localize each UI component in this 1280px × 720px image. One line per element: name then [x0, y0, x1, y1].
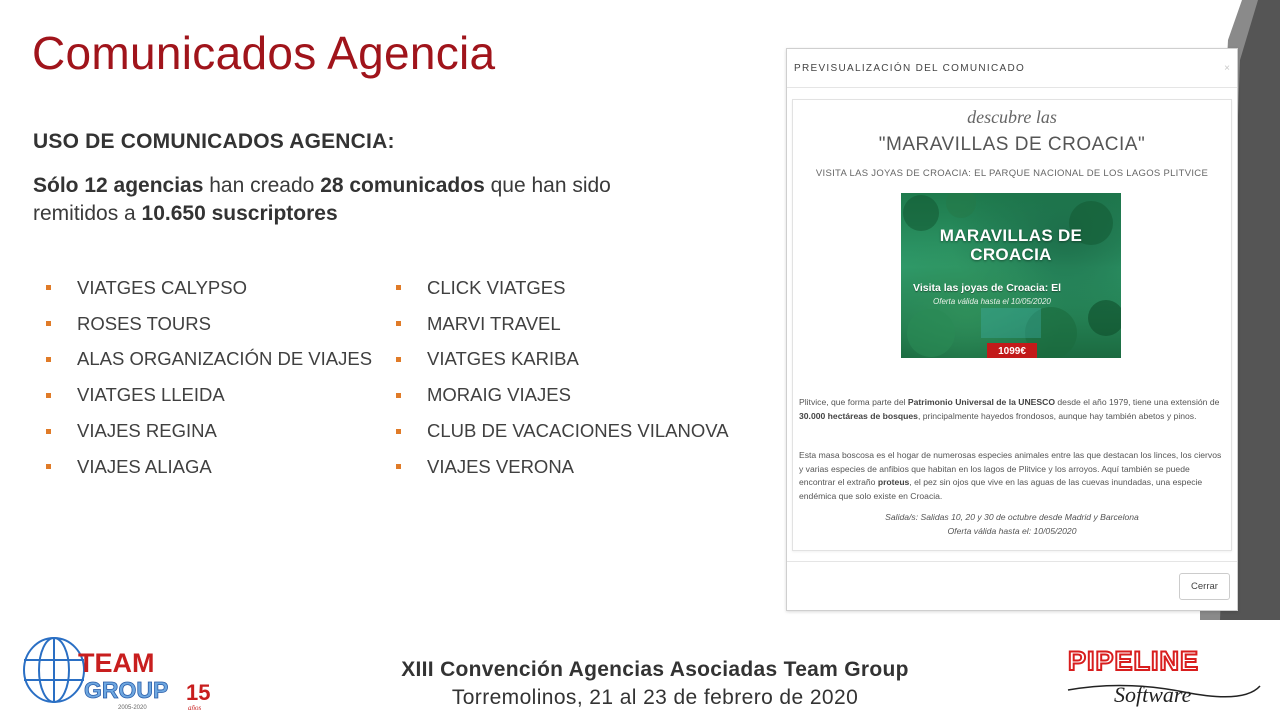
- preview-paragraph-2: [799, 449, 1225, 503]
- preview-tagline: descubre las: [967, 107, 1057, 127]
- text-run: , principalmente hayedos frondosos, aunque hay también abetos y pinos.: [917, 410, 1197, 421]
- section-subtitle: USO DE COMUNICADOS AGENCIA:: [33, 130, 395, 153]
- logo-team-text: TEAM: [78, 648, 155, 678]
- preview-paragraph-1: [799, 396, 1225, 423]
- bullet-icon: [396, 393, 401, 398]
- comunicados-count: 28 comunicados: [320, 174, 485, 197]
- cerrar-button[interactable]: Cerrar: [1179, 573, 1230, 600]
- text-run: desde el año 1979, tiene una extensión de: [1055, 397, 1220, 407]
- preview-salidas: Salida/s: Salidas 10, 20 y 30 de octubre desde Madrid y Barcelona: [885, 512, 1139, 522]
- forest-texture: [901, 193, 1121, 358]
- agency-name: VIATGES CALYPSO: [77, 276, 247, 298]
- promo-validity: Oferta válida hasta el 10/05/2020: [933, 297, 1051, 306]
- newsletter-preview: [792, 99, 1232, 551]
- logo-software-text: Software: [1114, 682, 1192, 707]
- logo-years-text: 2005-2020: [118, 705, 147, 711]
- list-item: [32, 270, 372, 306]
- preview-headline: "MARAVILLAS DE CROACIA": [878, 134, 1146, 155]
- promo-subtitle: Visita las joyas de Croacia: El: [913, 282, 1062, 294]
- list-item: [382, 270, 729, 306]
- bullet-icon: [396, 357, 401, 362]
- bullet-icon: [46, 357, 51, 362]
- text-run: Plitvice, que forma parte del: [799, 397, 908, 407]
- bullet-icon: [396, 429, 401, 434]
- list-item: [32, 306, 372, 342]
- usage-summary: [33, 172, 653, 228]
- bullet-icon: [396, 464, 401, 469]
- logo-anos-text: años: [188, 704, 202, 712]
- bullet-icon: [46, 464, 51, 469]
- bullet-icon: [396, 285, 401, 290]
- summary-text-1: han creado: [203, 174, 321, 197]
- agency-name: CLUB DE VACACIONES VILANOVA: [427, 420, 729, 442]
- list-item: [382, 449, 729, 485]
- bullet-icon: [46, 393, 51, 398]
- list-item: [382, 306, 729, 342]
- agency-name: VIAJES REGINA: [77, 420, 217, 442]
- close-icon[interactable]: ×: [1224, 62, 1230, 74]
- bullet-icon: [46, 429, 51, 434]
- footer-event-title: XIII Convención Agencias Asociadas Team Group: [401, 658, 909, 681]
- list-item: [32, 449, 372, 485]
- logo-pipeline-text: PIPELINE: [1068, 646, 1200, 676]
- agency-name: VIAJES VERONA: [427, 455, 575, 477]
- summary-text-2: que han sido remitidos a: [33, 174, 611, 225]
- agency-name: VIAJES ALIAGA: [77, 455, 212, 477]
- price-badge: 1099€: [987, 343, 1037, 358]
- bullet-icon: [46, 285, 51, 290]
- list-item: [382, 342, 729, 378]
- list-item: [32, 413, 372, 449]
- preview-subheadline: VISITA LAS JOYAS DE CROACIA: EL PARQUE NACIONAL DE LOS LAGOS PLITVICE: [815, 168, 1209, 179]
- text-run: , el pez sin ojos que vive en las aguas de las cuevas inundadas, una especie endémica que solo existe en Croacia.: [799, 477, 1203, 501]
- logo-15-text: 15: [186, 680, 211, 705]
- promo-heading-line2: CROACIA: [970, 245, 1052, 264]
- suscriptores-count: 10.650 suscriptores: [141, 202, 338, 225]
- modal-footer: [787, 561, 1237, 610]
- list-item: [382, 377, 729, 413]
- text-run-bold: proteus: [877, 477, 910, 487]
- agency-name: ROSES TOURS: [77, 312, 211, 334]
- bullet-icon: [396, 321, 401, 326]
- text-run: Esta masa boscosa es el hogar de numerosas especies animales entre las que destacan los linces, los ciervos y varias especies de anfibios que habitan en los lagos de Plitvice y los arroyos. Aquí también se puede encontrar el extraño: [799, 450, 1222, 487]
- modal-title: PREVISUALIZACIÓN DEL COMUNICADO: [794, 62, 1026, 74]
- agency-list-left: [32, 270, 372, 485]
- list-item: [382, 413, 729, 449]
- agency-name: VIATGES LLEIDA: [77, 384, 225, 406]
- bullet-icon: [46, 321, 51, 326]
- text-run-bold: 30.000 hectáreas de bosques: [799, 410, 918, 421]
- agency-list-right: [382, 270, 729, 485]
- agency-name: ALAS ORGANIZACIÓN DE VIAJES: [77, 348, 373, 370]
- promo-heading: [901, 226, 1121, 264]
- agency-name: MORAIG VIAJES: [427, 384, 571, 406]
- modal-header: [787, 49, 1237, 88]
- agency-name: MARVI TRAVEL: [427, 312, 561, 334]
- preview-oferta: Oferta válida hasta el: 10/05/2020: [947, 526, 1077, 536]
- footer-event-date: Torremolinos, 21 al 23 de febrero de 2020: [451, 686, 859, 709]
- text-run-bold: Patrimonio Universal de la UNESCO: [907, 397, 1056, 407]
- agency-name: VIATGES KARIBA: [427, 348, 579, 370]
- list-item: [32, 342, 372, 378]
- promo-image: [901, 193, 1121, 358]
- agency-name: CLICK VIATGES: [427, 276, 566, 298]
- list-item: [32, 377, 372, 413]
- logo-group-text: GROUP: [84, 677, 169, 703]
- preview-modal: [786, 48, 1238, 611]
- agencias-count: Sólo 12 agencias: [33, 174, 204, 197]
- page-title: Comunicados Agencia: [32, 27, 496, 79]
- promo-heading-line1: MARAVILLAS DE: [939, 226, 1083, 245]
